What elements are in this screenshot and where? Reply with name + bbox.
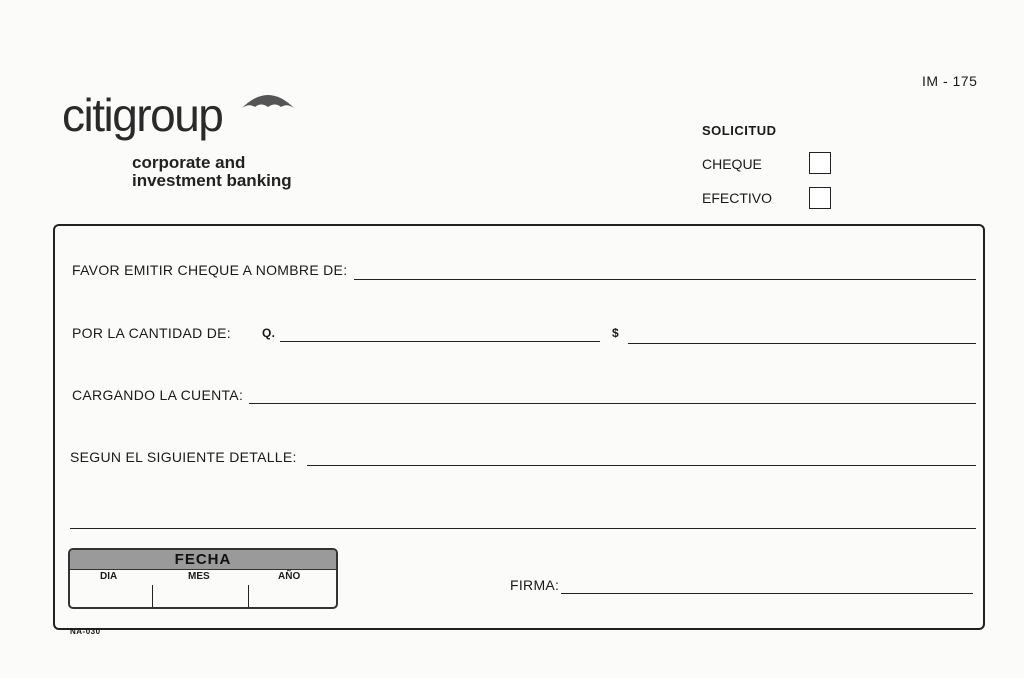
logo-subtitle-line1: corporate and [132, 153, 246, 172]
amount-label: POR LA CANTIDAD DE: [72, 325, 231, 341]
umbrella-icon [238, 88, 298, 118]
efectivo-checkbox[interactable] [809, 187, 831, 209]
logo-wordmark: citigroup [62, 89, 223, 141]
amount-quetzales-line[interactable] [280, 341, 600, 342]
request-option-efectivo: EFECTIVO [702, 190, 773, 206]
payee-line[interactable] [354, 279, 976, 280]
date-title: FECHA [70, 550, 336, 570]
citigroup-logo [62, 89, 292, 190]
detail-line[interactable] [307, 465, 976, 466]
date-day-label: DIA [100, 571, 118, 582]
amount-quetzales-symbol: Q. [262, 326, 276, 340]
date-divider-1 [152, 585, 153, 607]
account-line[interactable] [249, 403, 976, 404]
logo-subtitle-line2: investment banking [132, 171, 292, 190]
date-year-label: AÑO [278, 571, 301, 582]
date-month-label: MES [188, 571, 210, 582]
form-code: IM - 175 [922, 73, 978, 89]
request-option-cheque: CHEQUE [702, 156, 762, 172]
amount-dollar-line[interactable] [628, 343, 976, 344]
cheque-checkbox[interactable] [809, 152, 831, 174]
amount-dollar-symbol: $ [612, 326, 619, 340]
payee-label: FAVOR EMITIR CHEQUE A NOMBRE DE: [72, 262, 348, 278]
footer-code: NA-030 [70, 627, 101, 636]
request-title: SOLICITUD [702, 123, 777, 138]
signature-label: FIRMA: [510, 577, 560, 593]
logo-subtitle [132, 154, 292, 190]
signature-line[interactable] [561, 593, 973, 594]
detail-line-2[interactable] [70, 528, 976, 529]
date-box [68, 548, 338, 609]
date-divider-2 [248, 585, 249, 607]
account-label: CARGANDO LA CUENTA: [72, 387, 244, 403]
detail-label: SEGUN EL SIGUIENTE DETALLE: [70, 449, 297, 465]
